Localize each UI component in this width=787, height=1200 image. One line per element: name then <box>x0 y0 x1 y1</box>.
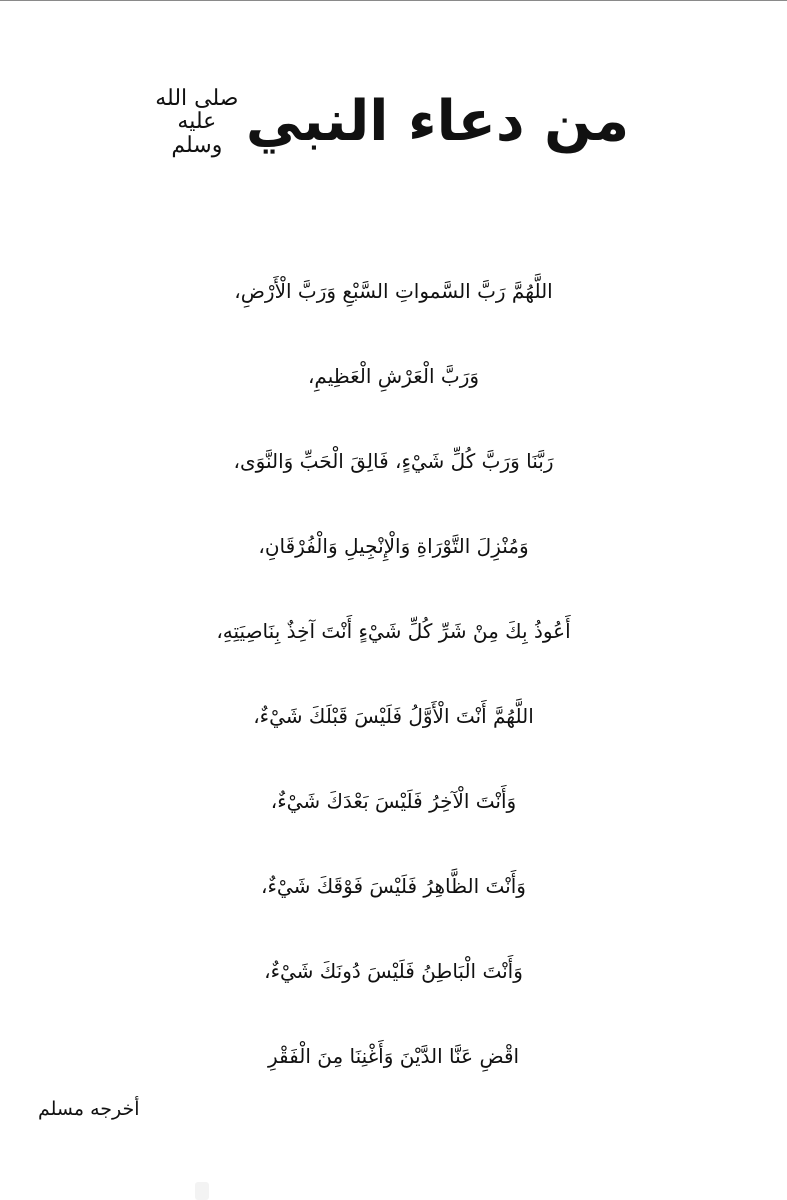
honorific-calligraphy <box>155 86 239 158</box>
verse-line-5: أَعُوذُ بِكَ مِنْ شَرِّ كُلِّ شَيْءٍ أَنْتَ آخِذٌ بِنَاصِيَتِهِ، <box>216 618 571 643</box>
verse-line-8: وَأَنْتَ الظَّاهِرُ فَلَيْسَ فَوْقَكَ شَيْءٌ، <box>261 873 526 898</box>
verse-line-9: وَأَنْتَ الْبَاطِنُ فَلَيْسَ دُونَكَ شَيْءٌ، <box>264 958 523 983</box>
verse-line-3: رَبَّنَا وَرَبَّ كُلِّ شَيْءٍ، فَالِقَ الْحَبِّ وَالنَّوَى، <box>233 448 554 473</box>
verse-line-4: وَمُنْزِلَ التَّوْرَاةِ وَالْإِنْجِيلِ وَالْفُرْقَانِ، <box>258 533 529 558</box>
honorific-line-3: وسلم <box>171 132 223 158</box>
verse-line-1: اللَّهُمَّ رَبَّ السَّمواتِ السَّبْعِ وَرَبَّ الْأَرْضِ، <box>234 278 553 303</box>
verse-line-7: وَأَنْتَ الْآخِرُ فَلَيْسَ بَعْدَكَ شَيْءٌ، <box>270 788 517 813</box>
page-title: من دعاء النبي <box>245 89 630 154</box>
verse-line-6: اللَّهُمَّ أَنْتَ الْأَوَّلُ فَلَيْسَ قَبْلَكَ شَيْءٌ، <box>253 703 534 728</box>
verse-line-2: وَرَبَّ الْعَرْشِ الْعَظِيمِ، <box>307 363 480 388</box>
source-attribution: أخرجه مسلم <box>38 1098 140 1120</box>
honorific-line-2: عليه <box>177 109 217 135</box>
faint-mark <box>195 1182 209 1200</box>
honorific-line-1: صلى الله <box>155 86 239 112</box>
supplication-text <box>0 248 787 1098</box>
title-row <box>0 62 787 182</box>
verse-line-10: اقْضِ عَنَّا الدَّيْنَ وَأَغْنِنَا مِنَ الْفَقْرِ <box>267 1043 520 1068</box>
top-border-line <box>0 0 787 1</box>
